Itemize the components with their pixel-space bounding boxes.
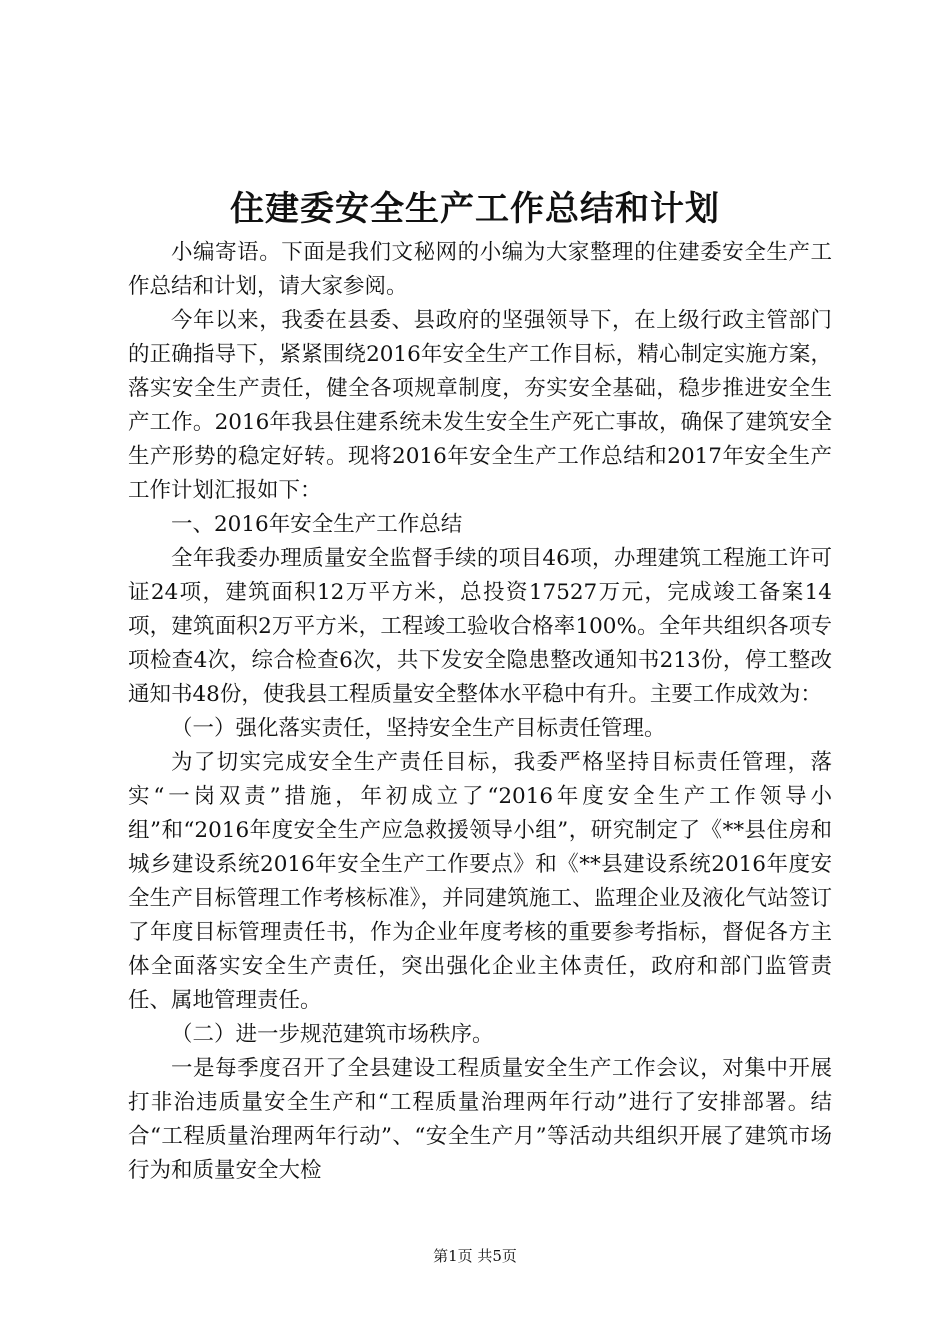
- paragraph-intro: 小编寄语。下面是我们文秘网的小编为大家整理的住建委安全生产工作总结和计划，请大家参阅。: [128, 240, 832, 299]
- section-heading-summary: 一、2016年安全生产工作总结: [171, 512, 463, 537]
- subheading-responsibility: （一）强化落实责任，坚持安全生产目标责任管理。: [171, 716, 666, 741]
- paragraph-statistics: 全年我委办理质量安全监督手续的项目46项，办理建筑工程施工许可证24项，建筑面积12万平方米，总投资17527万元，完成竣工备案14项，建筑面积2万平方米，工程竣工验收合格率100%。全年共组织各项专项检查4次，综合检查6次，共下发安全隐患整改通知书213份，停工整改通知书48份，使我县工程质量安全整体水平稳中有升。主要工作成效为：: [128, 546, 832, 707]
- paragraph-overview: 今年以来，我委在县委、县政府的坚强领导下，在上级行政主管部门的正确指导下，紧紧围绕2016年安全生产工作目标，精心制定实施方案，落实安全生产责任，健全各项规章制度，夯实安全基础，稳步推进安全生产工作。2016年我县住建系统未发生安全生产死亡事故，确保了建筑安全生产形势的稳定好转。现将2016年安全生产工作总结和2017年安全生产工作计划汇报如下：: [128, 308, 832, 503]
- document-body: [128, 236, 832, 1188]
- paragraph-market-order: 一是每季度召开了全县建设工程质量安全生产工作会议，对集中开展打非治违质量安全生产和“工程质量治理两年行动”进行了安排部署。结合“工程质量治理两年行动”、“安全生产月”等活动共组织开展了建筑市场行为和质量安全大检: [128, 1056, 832, 1183]
- paragraph-responsibility: 为了切实完成安全生产责任目标，我委严格坚持目标责任管理，落实“一岗双责”措施，年初成立了“2016年度安全生产工作领导小组”和“2016年度安全生产应急救援领导小组”，研究制定了《**县住房和城乡建设系统2016年安全生产工作要点》和《**县建设系统2016年度安全生产目标管理工作考核标准》，并同建筑施工、监理企业及液化气站签订了年度目标管理责任书，作为企业年度考核的重要参考指标，督促各方主体全面落实安全生产责任，突出强化企业主体责任，政府和部门监管责任、属地管理责任。: [128, 750, 832, 1013]
- document-title: 住建委安全生产工作总结和计划: [230, 189, 720, 229]
- subheading-market-order: （二）进一步规范建筑市场秩序。: [171, 1022, 494, 1047]
- page-number-footer: 第1页 共5页: [433, 1247, 517, 1265]
